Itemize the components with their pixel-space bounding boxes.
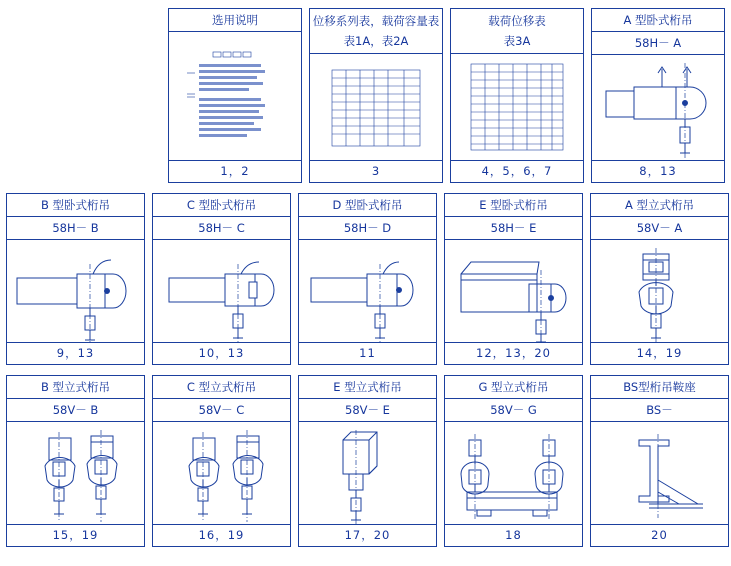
card-type-e-vertical[interactable] [298,375,437,547]
card-footer: 3 [310,160,442,182]
hanger-e-horizontal-icon [445,240,582,342]
card-header: E 型卧式桁吊 [445,194,582,217]
card-header: D 型卧式桁吊 [299,194,436,217]
card-header: C 型立式桁吊 [153,376,290,399]
hanger-b-horizontal-icon [7,240,144,342]
saddle-bs-icon [591,422,728,524]
hanger-b-vertical-icon [7,422,144,524]
table-illustration-icon [310,54,442,160]
card-illustration [310,54,442,160]
card-footer: 20 [591,524,728,546]
card-illustration [445,422,582,524]
card-header: B 型卧式桁吊 [7,194,144,217]
card-type-c-vertical[interactable] [152,375,291,547]
card-header: B 型立式桁吊 [7,376,144,399]
card-illustration [591,422,728,524]
card-type-g-vertical[interactable] [444,375,583,547]
card-subheader: BS－ [591,399,728,422]
card-type-a-vertical[interactable] [590,193,729,365]
card-header: 选用说明 [169,9,301,32]
card-type-d-horizontal[interactable] [298,193,437,365]
card-illustration [299,240,436,342]
card-footer: 4，5，6，7 [451,160,583,182]
hanger-e-vertical-icon [299,422,436,524]
card-footer: 14，19 [591,342,728,364]
card-header: 位移系列表，载荷容量表 [312,14,440,28]
card-subheader: 58V－ B [7,399,144,422]
card-footer: 11 [299,342,436,364]
card-type-a-horizontal[interactable] [591,8,725,183]
card-displacement-series[interactable] [309,8,443,183]
diagram-row-2 [0,183,731,365]
card-illustration [445,240,582,342]
hanger-g-vertical-icon [445,422,582,524]
card-header: E 型立式桁吊 [299,376,436,399]
card-footer: 18 [445,524,582,546]
card-illustration [7,240,144,342]
card-illustration [169,32,301,160]
card-illustration [153,422,290,524]
card-type-b-horizontal[interactable] [6,193,145,365]
card-header: 载荷位移表 [488,14,546,28]
card-subheader: 58H－ D [299,217,436,240]
table-illustration-icon [451,54,583,160]
card-subheader: 表3A [503,34,531,48]
card-selection-notes[interactable] [168,8,302,183]
card-footer: 1，2 [169,160,301,182]
card-header: G 型立式桁吊 [445,376,582,399]
hanger-a-horizontal-icon [592,55,724,160]
card-footer: 12，13，20 [445,342,582,364]
card-footer: 10，13 [153,342,290,364]
card-footer: 17，20 [299,524,436,546]
card-illustration [299,422,436,524]
card-illustration [592,55,724,160]
card-footer: 16，19 [153,524,290,546]
card-header-group [451,9,583,54]
card-load-displacement[interactable] [450,8,584,183]
card-type-c-horizontal[interactable] [152,193,291,365]
card-type-b-vertical[interactable] [6,375,145,547]
hanger-c-horizontal-icon [153,240,290,342]
diagram-row-1 [0,0,731,183]
hanger-c-vertical-icon [153,422,290,524]
card-illustration [451,54,583,160]
card-subheader: 表1A，表2A [343,34,409,48]
card-illustration [7,422,144,524]
card-footer: 9，13 [7,342,144,364]
hanger-a-vertical-icon [591,240,728,342]
hanger-d-horizontal-icon [299,240,436,342]
card-header-group [310,9,442,54]
card-footer: 8，13 [592,160,724,182]
diagram-row-3 [0,365,731,547]
card-subheader: 58V－ A [591,217,728,240]
card-bs-saddle[interactable] [590,375,729,547]
card-illustration [591,240,728,342]
card-header: C 型卧式桁吊 [153,194,290,217]
card-footer: 15，19 [7,524,144,546]
row1-left-spacer [6,8,161,183]
card-subheader: 58H－ C [153,217,290,240]
card-subheader: 58H－ E [445,217,582,240]
card-illustration [153,240,290,342]
card-subheader: 58V－ G [445,399,582,422]
card-subheader: 58V－ E [299,399,436,422]
card-header: BS型桁吊鞍座 [591,376,728,399]
card-header: A 型立式桁吊 [591,194,728,217]
card-type-e-horizontal[interactable] [444,193,583,365]
card-subheader: 58H－ A [592,32,724,55]
card-subheader: 58V－ C [153,399,290,422]
card-subheader: 58H－ B [7,217,144,240]
notes-illustration-icon [169,32,301,160]
card-header: A 型卧式桁吊 [592,9,724,32]
